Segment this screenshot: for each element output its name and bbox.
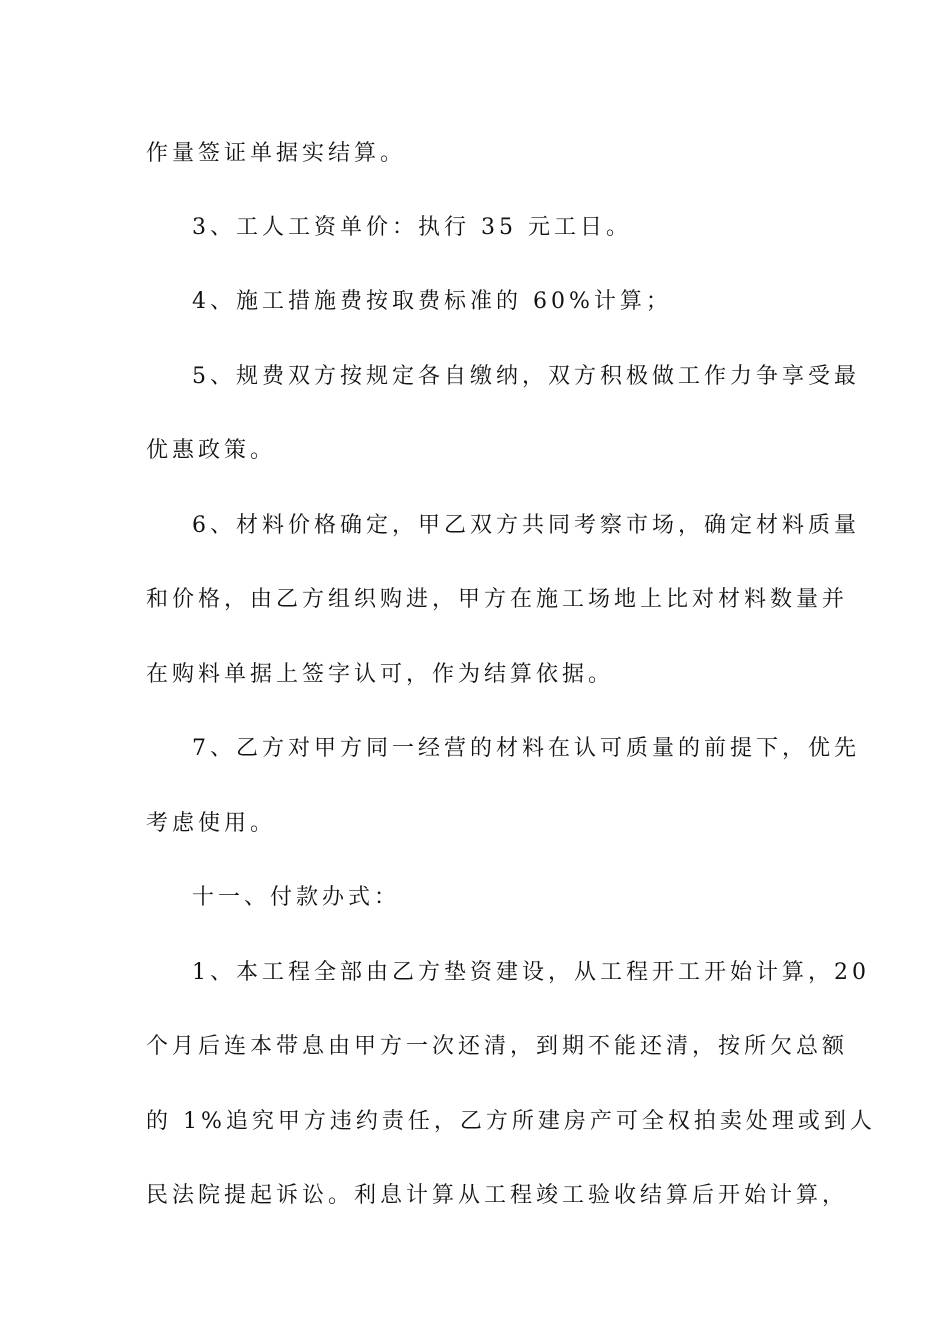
paragraph-line: 3、工人工资单价：执行 35 元工日。 xyxy=(192,215,632,240)
paragraph-line: 民法院提起诉讼。利息计算从工程竣工验收结算后开始计算， xyxy=(146,1183,849,1208)
paragraph-line: 1、本工程全部由乙方垫资建设，从工程开工开始计算，20 xyxy=(192,960,870,985)
paragraph-line: 优惠政策。 xyxy=(146,438,277,463)
paragraph-line: 个月后连本带息由甲方一次还清，到期不能还清，按所欠总额 xyxy=(146,1034,849,1059)
paragraph-line: 6、材料价格确定，甲乙双方共同考察市场，确定材料质量 xyxy=(192,513,860,538)
paragraph-line: 的 1%追究甲方违约责任，乙方所建房产可全权拍卖处理或到人 xyxy=(146,1109,876,1134)
paragraph-line: 在购料单据上签字认可，作为结算依据。 xyxy=(146,662,615,687)
paragraph-line: 作量签证单据实结算。 xyxy=(146,141,407,166)
paragraph-line: 和价格，由乙方组织购进，甲方在施工场地上比对材料数量并 xyxy=(146,587,849,612)
paragraph-line: 4、施工措施费按取费标准的 60%计算； xyxy=(192,289,672,314)
section-heading: 十一、付款办式： xyxy=(192,885,401,910)
paragraph-line: 考虑使用。 xyxy=(146,811,277,836)
paragraph-line: 7、乙方对甲方同一经营的材料在认可质量的前提下，优先 xyxy=(192,736,860,761)
paragraph-line: 5、规费双方按规定各自缴纳，双方积极做工作力争享受最 xyxy=(192,364,860,389)
